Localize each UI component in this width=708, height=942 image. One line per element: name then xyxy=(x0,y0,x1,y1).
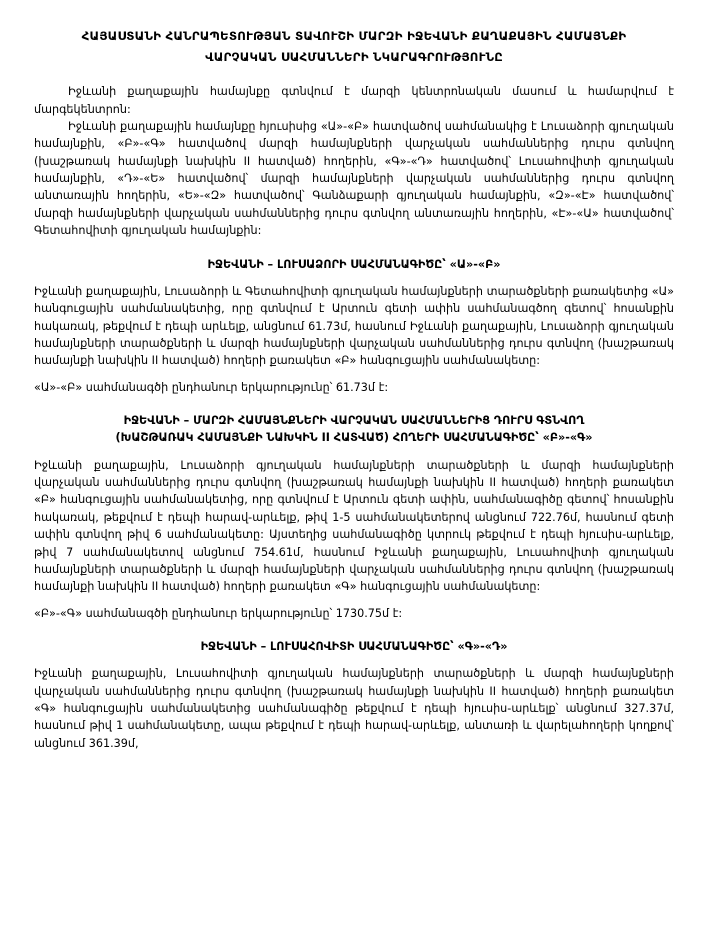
section-b-g-heading xyxy=(34,412,674,447)
section-b-g-heading-line-2: (ԽԱՇԹԱՌԱԿ ՀԱՄԱՅՆՔԻ ՆԱԽԿԻՆ II ՀԱՏՎԱԾ) ՀՈՂԵՐԻ ՍԱՀՄԱՆԱԳԻԾԸ՝ «Բ»-«Գ» xyxy=(115,431,593,445)
section-b-g xyxy=(34,412,674,622)
section-b-g-length: «Բ»-«Գ» սահմանագծի ընդհանուր երկարությունը՝ 1730.75մ է: xyxy=(34,606,403,620)
section-g-d-paragraph-1: Իջևանի քաղաքային, Լուսահովիտի գյուղական համայնքների տարածքների և մարզի համայնքների վարչական սահմաններից դուրս գտնվող (խաշթառակ համայնքի նախկին II հատված) հողերի քառակետ «Գ» հանգուցային սահմանակետից սահմանագիծը թեքվում է դեպի հյուսիս-արևելք՝ անցնում 327.37մ, հասնում թիվ 1 սահմանակետը, ապա թեքվում է դեպի հարավ-արևելք, անտառի և վարելահողերի կողքով՝ անցնում 361.39մ, xyxy=(34,667,674,750)
section-a-b xyxy=(34,256,674,397)
document-title-line-1: ՀԱՅԱՍՏԱՆԻ ՀԱՆՐԱՊԵՏՈՒԹՅԱՆ ՏԱՎՈՒՇԻ ՄԱՐԶԻ ԻՋԵՎԱՆԻ ՔԱՂԱՔԱՅԻՆ ՀԱՄԱՅՆՔԻ xyxy=(81,29,627,43)
document-title-line-2: ՎԱՐՉԱԿԱՆ ՍԱՀՄԱՆՆԵՐԻ ՆԿԱՐԱԳՐՈՒԹՅՈՒՆԸ xyxy=(205,49,503,64)
section-b-g-heading-line-1: ԻՋԵՎԱՆԻ – ՄԱՐԶԻ ՀԱՄԱՅՆՔՆԵՐԻ ՎԱՐՉԱԿԱՆ ՍԱՀՄԱՆՆԵՐԻՑ ԴՈՒՐՍ ԳՏՆՎՈՂ xyxy=(123,414,585,428)
section-g-d-heading xyxy=(34,638,674,655)
section-a-b-length: «Ա»-«Բ» սահմանագծի ընդհանուր երկարությունը՝ 61.73մ է: xyxy=(34,380,389,394)
document-title xyxy=(40,26,668,67)
section-a-b-heading xyxy=(34,256,674,273)
section-a-b-heading-line-1: ԻՋԵՎԱՆԻ – ԼՈՒՍԱՁՈՐԻ ՍԱՀՄԱՆԱԳԻԾԸ՝ «Ա»-«Բ» xyxy=(207,257,501,271)
section-g-d-heading-line-1: ԻՋԵՎԱՆԻ – ԼՈՒՍԱՀՈՎԻՏԻ ՍԱՀՄԱՆԱԳԻԾԸ՝ «Գ»-«Դ» xyxy=(200,639,508,653)
section-g-d xyxy=(34,638,674,752)
section-b-g-paragraph-1: Իջևանի քաղաքային, Լուսաձորի գյուղական համայնքների տարածքների և մարզի համայնքների վարչական սահմաններից դուրս գտնվող (խաշթառակ համայնքի նախկին II հատված) հողերի քառակետ «Բ» հանգուցային սահմանակետից, որը գտնվում է Արտուն գետի ափին, սահմանագիծը գետով՝ հոսանքին հակառակ, թեքվում է դեպի հարավ-արևելք, թիվ 1-5 սահմանակետերով անցնում 722.76մ, հասնում գետի ափին գտնվող թիվ 6 սահմանակետը: Այստեղից սահմանագիծը կտրուկ թեքվում է դեպի հյուսիս-արևելք, թիվ 7 սահմանակետով անցնում 754.61մ, հասնում Իջևանի քաղաքային, Լուսահովիտի գյուղական համայնքների տարածքների և մարզի համայնքների վարչական սահմաններից դուրս գտնվող (խաշթառակ համայնքի նախկին II հատված) հողերի քառակետ «Գ» հանգուցային սահմանակետը: xyxy=(34,458,674,594)
section-a-b-paragraph-1: Իջևանի քաղաքային, Լուսաձորի և Գետահովիտի գյուղական համայնքների տարածքների քառակետից «Ա» հանգուցային սահմանակետից, որը գտնվում է Արտուն գետի ափին սահմանագծող գետով՝ հոսանքին հակառակ, թեքվում է դեպի արևելք, անցնում 61.73մ, հասնում Իջևանի քաղաքային, Լուսաձորի գյուղական համայնքների տարածքների և մարզի համայնքների վարչական սահմաններից դուրս գտնվող (խաշթառակ համայնքի նախկին II հատված) հողերի քառակետ «Բ» հանգուցային սահմանակետը: xyxy=(34,284,674,368)
intro-paragraph-2: Իջևանի քաղաքային համայնքը հյուսիսից «Ա»-«Բ» հատվածով սահմանակից է Լուսաձորի գյուղական համայնքին, «Բ»-«Գ» հատվածով մարզի համայնքների վարչական սահմաններից դուրս գտնվող (խաշթառակ համայնքի նախկին II հատված) հողերին, «Գ»-«Դ» հատվածով՝ Լուսահովիտի գյուղական համայնքին, «Դ»-«Ե» հատվածով՝ մարզի համայնքների վարչական սահմաններից դուրս գտնվող անտառային հողերին, «Ե»-«Զ» հատվածով՝ Գանձաքարի գյուղական համայնքին, «Զ»-«Է» հատվածով՝ մարզի համայնքների վարչական սահմաններից դուրս գտնվող անտառային հողերին, «Է»-«Ա» հատվածով՝ Գետահովիտի գյուղական համայնքին: xyxy=(34,120,674,238)
intro-paragraph-1: Իջևանի քաղաքային համայնքը գտնվում է մարզի կենտրոնական մասում և համարվում է մարգեկենտրոն: xyxy=(34,85,674,116)
